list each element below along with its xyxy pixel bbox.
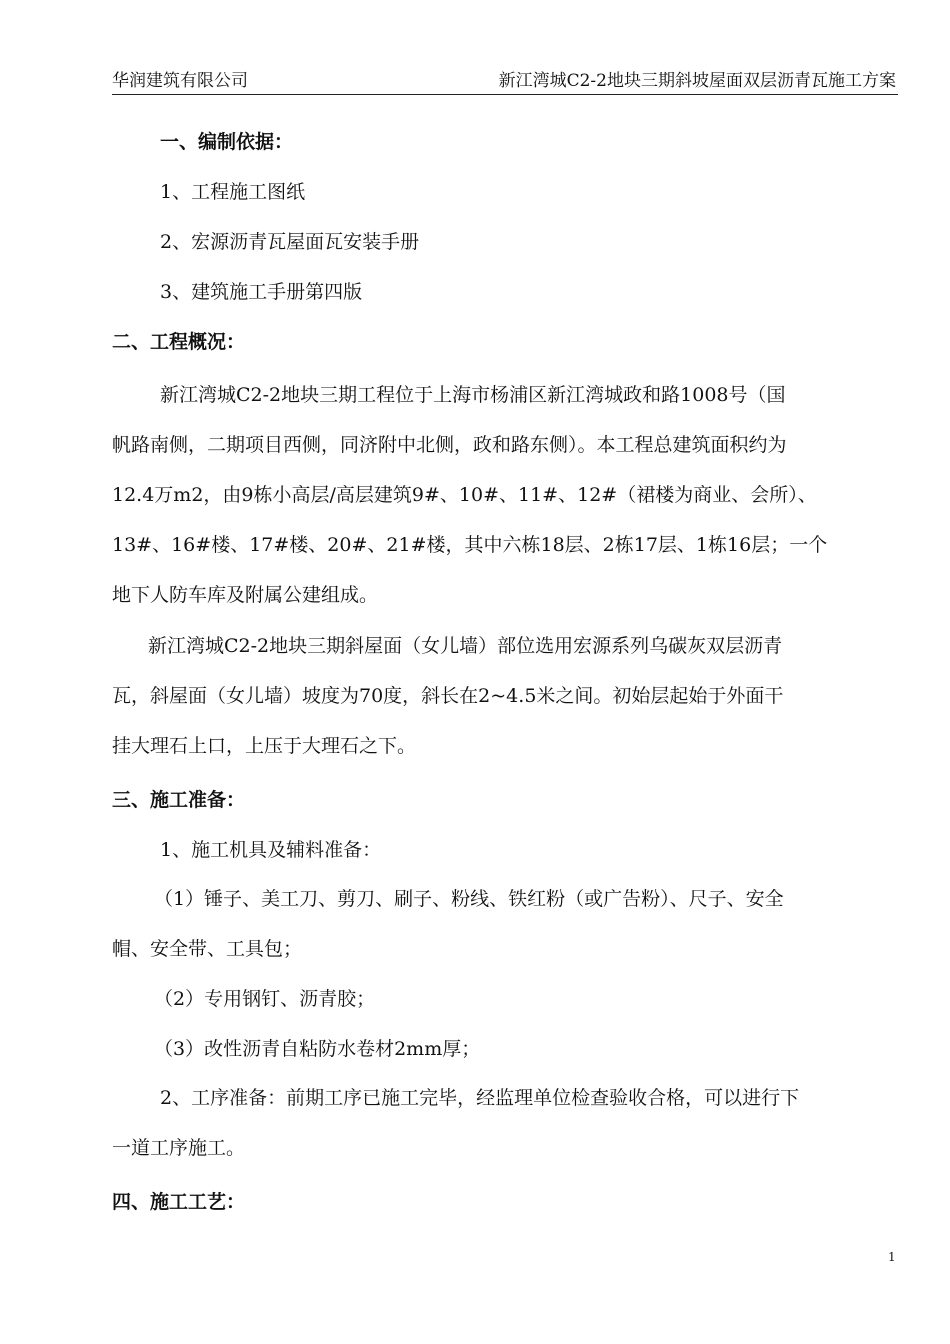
list-item: 帽、安全带、工具包； <box>112 938 303 960</box>
list-item: 1、施工机具及辅料准备： <box>160 839 382 861</box>
list-item: 2、工序准备：前期工序已施工完毕，经监理单位检查验收合格，可以进行下 <box>160 1087 800 1109</box>
section-4-title: 四、施工工艺： <box>112 1191 246 1213</box>
list-item: 3、建筑施工手册第四版 <box>160 281 363 303</box>
paragraph-line: 挂大理石上口，上压于大理石之下。 <box>112 735 417 757</box>
section-2-title: 二、工程概况： <box>112 331 246 353</box>
paragraph-line: 新江湾城C2-2地块三期斜屋面（女儿墙）部位选用宏源系列乌碳灰双层沥青 <box>148 635 783 657</box>
paragraph-line: 13#、16#楼、17#楼、20#、21#楼，其中六栋18层、2栋17层、1栋16层；一个 <box>112 534 828 556</box>
paragraph-line: 帆路南侧，二期项目西侧，同济附中北侧，政和路东侧）。本工程总建筑面积约为 <box>112 434 787 456</box>
list-item: （2）专用钢钉、沥青胶； <box>154 988 376 1010</box>
header-company: 华润建筑有限公司 <box>112 71 248 91</box>
paragraph-line: 新江湾城C2-2地块三期工程位于上海市杨浦区新江湾城政和路1008号（国 <box>160 384 786 406</box>
list-item: （1）锤子、美工刀、剪刀、刷子、粉线、铁红粉（或广告粉）、尺子、安全 <box>154 888 784 910</box>
paragraph-line: 12.4万m2，由9栋小高层/高层建筑9#、10#、11#、12#（裙楼为商业、会所）、 <box>112 484 817 506</box>
list-item: 一道工序施工。 <box>112 1137 246 1159</box>
page-header <box>112 66 898 95</box>
section-3-title: 三、施工准备： <box>112 789 246 811</box>
list-item: 1、工程施工图纸 <box>160 181 306 203</box>
page-number: 1 <box>888 1250 896 1264</box>
paragraph-line: 地下人防车库及附属公建组成。 <box>112 584 379 606</box>
list-item: （3）改性沥青自粘防水卷材2mm厚； <box>154 1038 481 1060</box>
header-doc-title: 新江湾城C2-2地块三期斜坡屋面双层沥青瓦施工方案 <box>498 71 896 91</box>
paragraph-line: 瓦，斜屋面（女儿墙）坡度为70度，斜长在2~4.5米之间。初始层起始于外面干 <box>112 685 784 707</box>
section-1-title: 一、编制依据： <box>160 131 294 153</box>
list-item: 2、宏源沥青瓦屋面瓦安装手册 <box>160 231 420 253</box>
